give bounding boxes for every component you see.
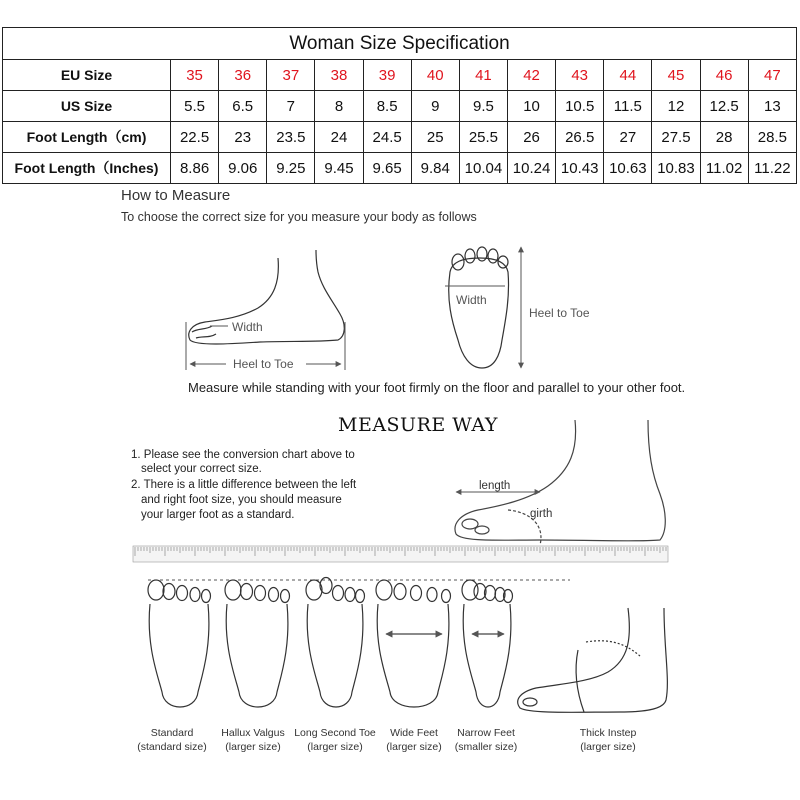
narrow-foot-drawing — [462, 580, 513, 707]
side-foot-illustration — [189, 250, 345, 344]
table-cell: 10.5 — [556, 91, 604, 122]
table-cell: 45 — [652, 60, 700, 91]
table-cell: 11.02 — [700, 153, 748, 184]
table-cell: 27.5 — [652, 122, 700, 153]
row-label: US Size — [3, 91, 171, 122]
table-cell: 12 — [652, 91, 700, 122]
table-cell: 26.5 — [556, 122, 604, 153]
step-line: and right foot size, you should measure — [141, 494, 342, 506]
table-cell: 8 — [315, 91, 363, 122]
foot-type-caption — [208, 726, 298, 754]
step-line: 1. Please see the conversion chart above to — [131, 449, 355, 461]
thick-instep-illustration — [518, 608, 668, 712]
table-cell: 38 — [315, 60, 363, 91]
table-cell: 9.25 — [267, 153, 315, 184]
foot-type-caption — [290, 726, 380, 754]
foot-type-note: (larger size) — [386, 741, 442, 753]
table-cell: 7 — [267, 91, 315, 122]
table-cell: 13 — [748, 91, 796, 122]
wide-foot-drawing — [376, 580, 451, 707]
table-cell: 37 — [267, 60, 315, 91]
table-cell: 24.5 — [363, 122, 411, 153]
table-cell: 9.65 — [363, 153, 411, 184]
table-cell: 46 — [700, 60, 748, 91]
foot-type-note: (larger size) — [307, 741, 363, 753]
table-cell: 8.5 — [363, 91, 411, 122]
table-cell: 23.5 — [267, 122, 315, 153]
table-cell: 47 — [748, 60, 796, 91]
table-cell: 24 — [315, 122, 363, 153]
table-cell: 41 — [459, 60, 507, 91]
table-cell: 22.5 — [171, 122, 219, 153]
foot-type-name: Wide Feet — [390, 727, 438, 739]
step-line: your larger foot as a standard. — [141, 509, 295, 521]
length-label: length — [479, 480, 511, 492]
table-cell: 11.5 — [604, 91, 652, 122]
table-cell: 25 — [411, 122, 459, 153]
foot-type-caption — [127, 726, 217, 754]
table-cell: 9.45 — [315, 153, 363, 184]
row-label: EU Size — [3, 60, 171, 91]
table-cell: 10.63 — [604, 153, 652, 184]
standard-foot-drawing — [148, 580, 211, 707]
girth-label: girth — [530, 508, 553, 520]
table-cell: 10.83 — [652, 153, 700, 184]
table-cell: 9.84 — [411, 153, 459, 184]
foot-type-note: (standard size) — [137, 741, 207, 753]
foot-type-name: Standard — [150, 727, 194, 739]
table-cell: 35 — [171, 60, 219, 91]
row-label: Foot Length（cm) — [3, 122, 171, 153]
hallux-valgus-foot-drawing — [225, 580, 290, 707]
table-cell: 9 — [411, 91, 459, 122]
measure-note: Measure while standing with your foot firmly on the floor and parallel to your other foot. — [188, 380, 686, 395]
table-cell: 11.22 — [748, 153, 796, 184]
foot-type-name: Hallux Valgus — [221, 727, 285, 739]
top-width-label: Width — [456, 293, 487, 307]
table-cell: 27 — [604, 122, 652, 153]
table-cell: 23 — [219, 122, 267, 153]
foot-type-note: (larger size) — [580, 741, 636, 753]
table-cell: 8.86 — [171, 153, 219, 184]
foot-type-name: Thick Instep — [579, 727, 637, 739]
foot-type-name: Narrow Feet — [457, 727, 515, 739]
foot-type-caption — [563, 726, 653, 754]
top-foot-illustration — [449, 247, 509, 368]
table-cell: 9.5 — [459, 91, 507, 122]
table-cell: 25.5 — [459, 122, 507, 153]
how-to-measure-title: How to Measure — [121, 187, 231, 204]
table-cell: 28.5 — [748, 122, 796, 153]
table-cell: 44 — [604, 60, 652, 91]
table-cell: 10.43 — [556, 153, 604, 184]
foot-type-name: Long Second Toe — [294, 727, 376, 739]
measure-way-title: MEASURE WAY — [338, 414, 498, 436]
top-heel-to-toe-label: Heel to Toe — [529, 306, 590, 320]
foot-type-note: (smaller size) — [454, 741, 518, 753]
table-cell: 26 — [507, 122, 555, 153]
table-cell: 39 — [363, 60, 411, 91]
side-heel-to-toe-label: Heel to Toe — [233, 357, 294, 371]
table-cell: 40 — [411, 60, 459, 91]
foot-type-note: (larger size) — [225, 741, 281, 753]
table-cell: 43 — [556, 60, 604, 91]
table-title: Woman Size Specification — [3, 28, 797, 60]
step-line: select your correct size. — [141, 463, 262, 475]
table-cell: 6.5 — [219, 91, 267, 122]
table-cell: 5.5 — [171, 91, 219, 122]
long-second-toe-foot-drawing — [306, 578, 365, 708]
row-label: Foot Length（Inches) — [3, 153, 171, 184]
table-cell: 42 — [507, 60, 555, 91]
side-width-label: Width — [232, 320, 263, 334]
ruler — [133, 546, 668, 562]
table-cell: 9.06 — [219, 153, 267, 184]
table-cell: 10.04 — [459, 153, 507, 184]
table-cell: 12.5 — [700, 91, 748, 122]
how-to-measure-subtitle: To choose the correct size for you measure your body as follows — [121, 210, 477, 224]
table-cell: 28 — [700, 122, 748, 153]
table-cell: 10 — [507, 91, 555, 122]
foot-type-caption — [441, 726, 531, 754]
table-cell: 36 — [219, 60, 267, 91]
table-cell: 10.24 — [507, 153, 555, 184]
step-line: 2. There is a little difference between the left — [131, 479, 357, 491]
